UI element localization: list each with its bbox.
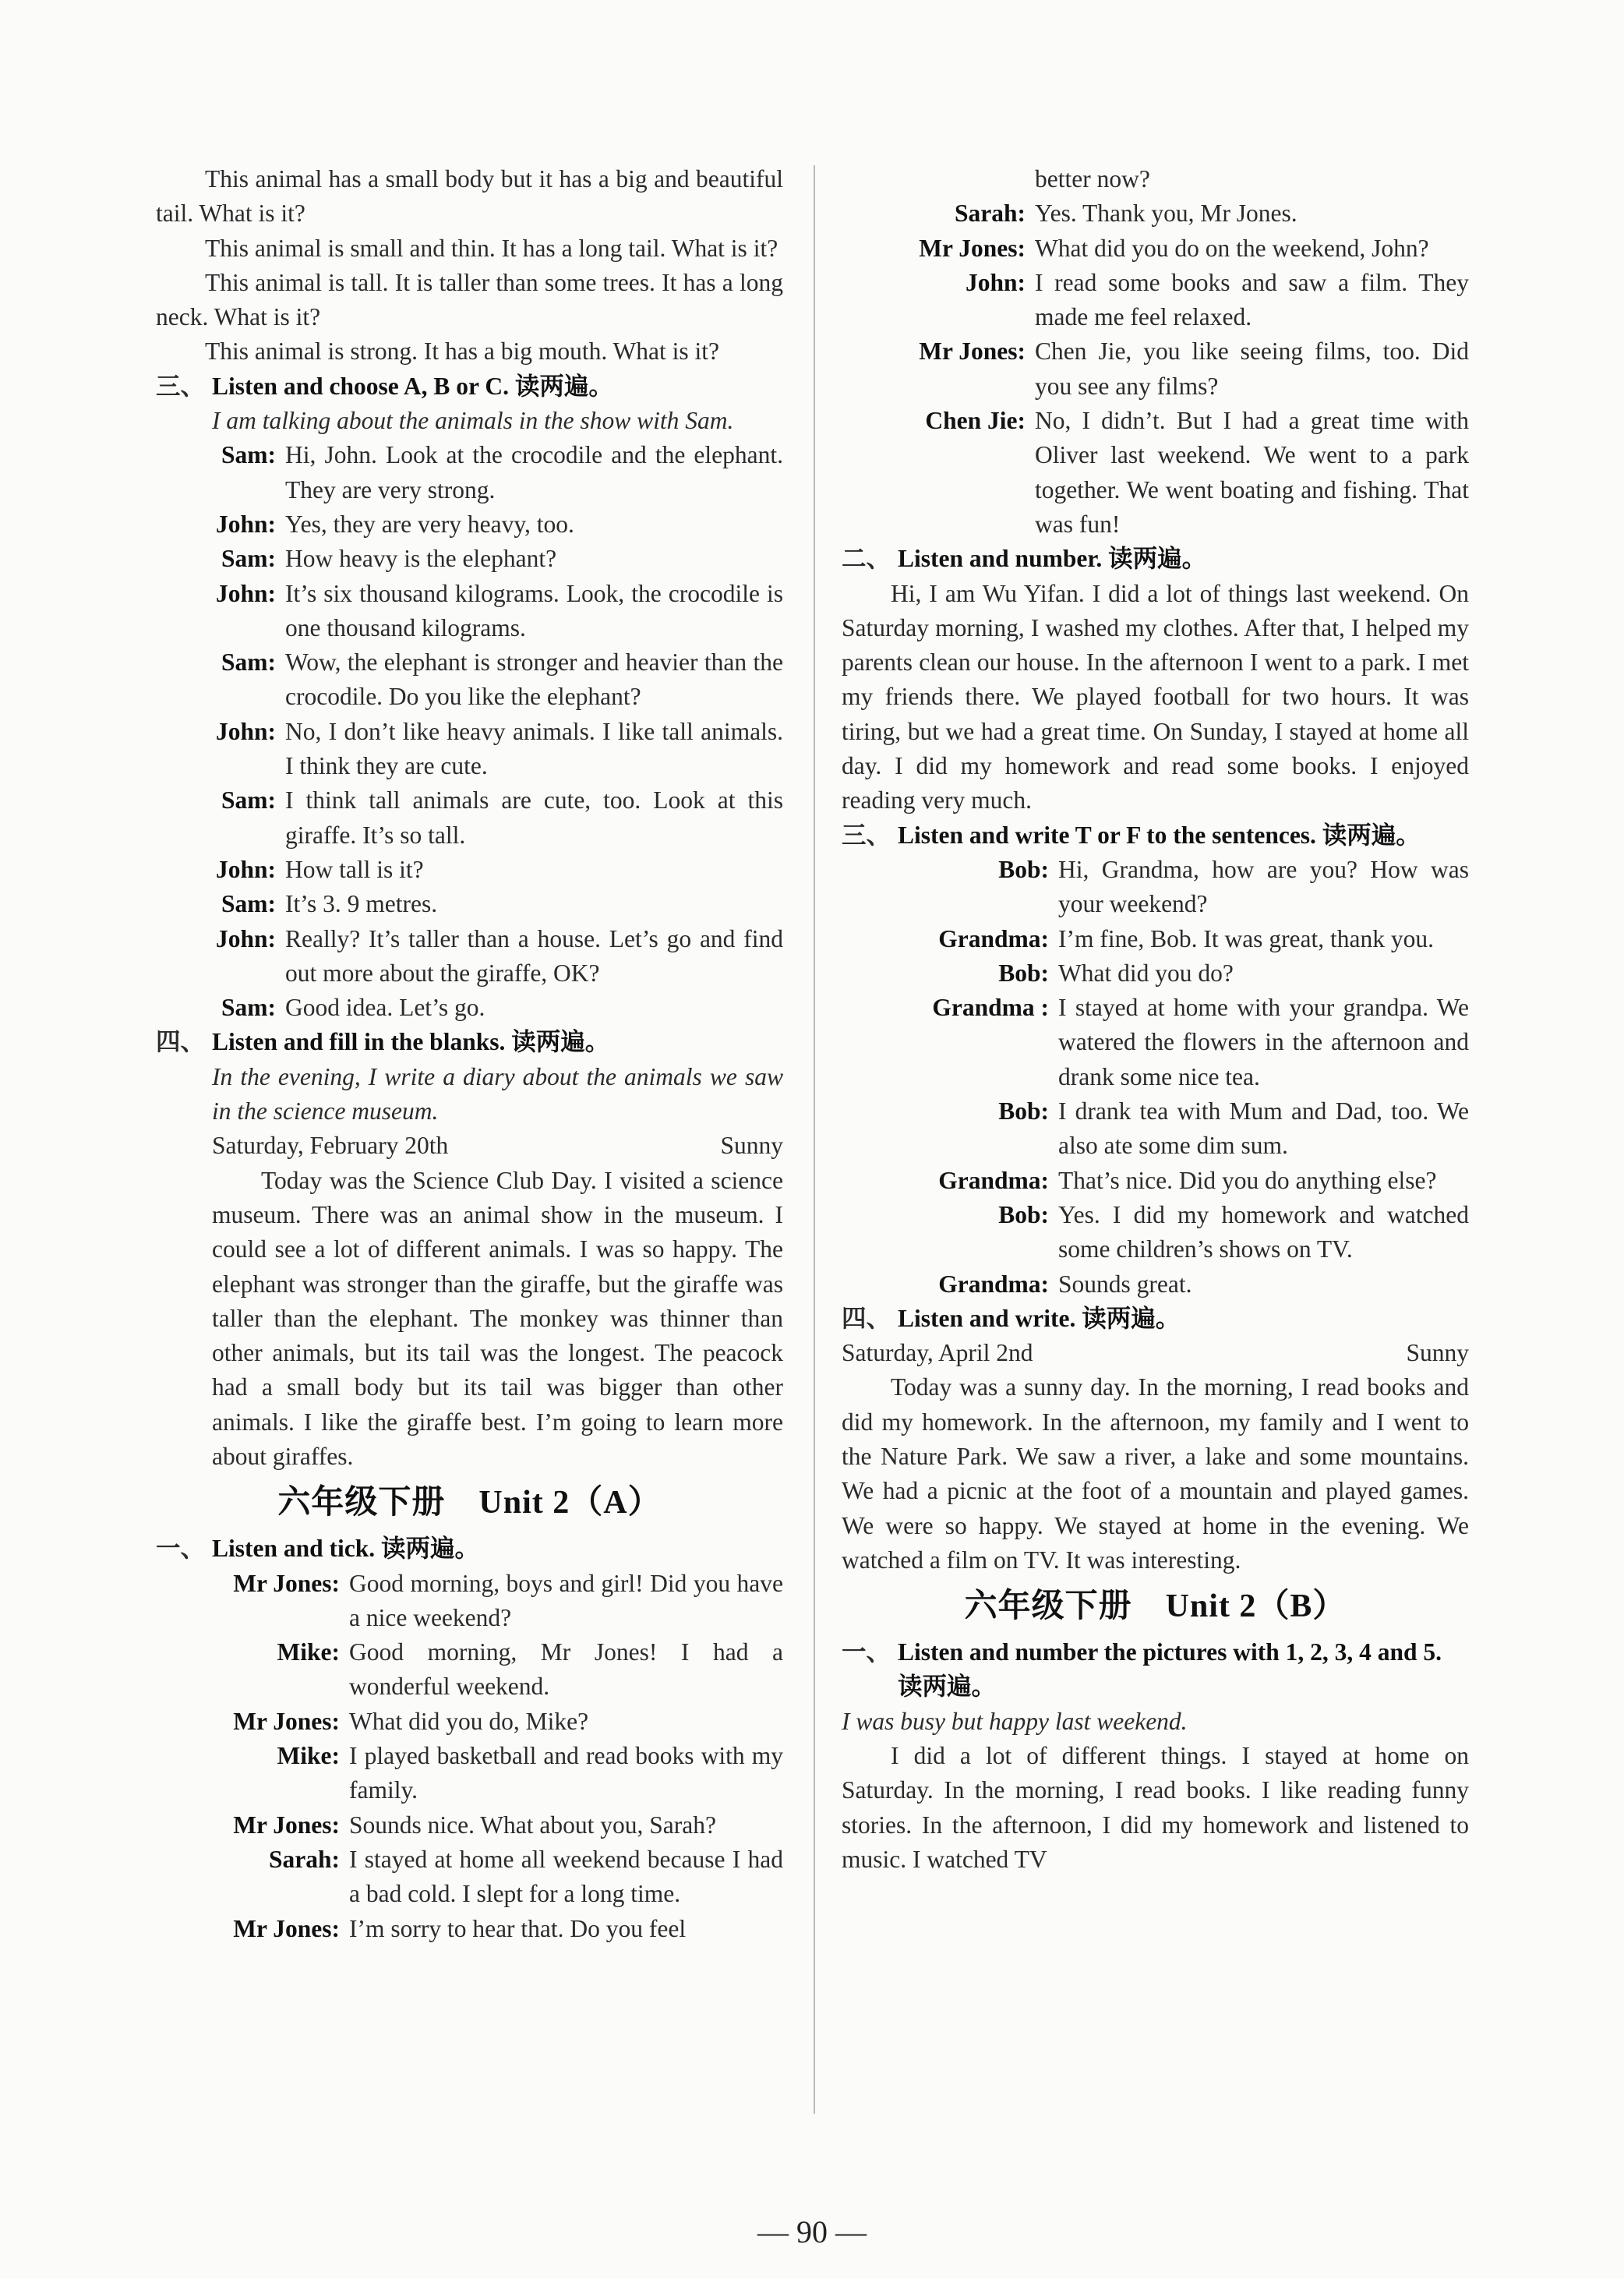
section-heading: 三、 Listen and choose A, B or C. 读两遍。 (156, 372, 613, 400)
speaker-label: Bob: (998, 959, 1049, 987)
dialog-line (842, 1198, 1469, 1267)
dialog-line (842, 991, 1469, 1094)
left-column (156, 162, 783, 1946)
section-heading: 四、 Listen and fill in the blanks. 读两遍。 (156, 1028, 610, 1056)
dialog-text: I stayed at home all weekend because I had a bad cold. I slept for a long time. (349, 1845, 783, 1908)
speaker-label: Mike: (277, 1638, 340, 1666)
diary-weather: Sunny (1406, 1339, 1469, 1367)
dialog-text: I’m sorry to hear that. Do you feel (349, 1914, 687, 1942)
dialog-text: I read some books and saw a film. They made me feel relaxed. (1035, 268, 1469, 331)
unit-title: 六年级下册 Unit 2（B） (964, 1588, 1347, 1625)
dialog-text: It’s six thousand kilograms. Look, the crocodile is one thousand kilograms. (285, 579, 783, 641)
dialog-text: better now? (1035, 165, 1150, 193)
dialog-text: Yes, they are very heavy, too. (285, 510, 574, 538)
dialog-line (156, 438, 783, 507)
section-heading: 三、 Listen and write T or F to the sentences. 读两遍。 (842, 821, 1421, 849)
dialog-text: I think tall animals are cute, too. Look at this giraffe. It’s so tall. (285, 786, 783, 849)
passage: Hi, I am Wu Yifan. I did a lot of things last weekend. On Saturday morning, I washed my clothes. After that, I helped my parents clean our house. In the afternoon I went to a park. I met my friends there. We played football for two hours. It was tiring, but we had a great time. On Sunday, I stayed at home all day. I did my homework and read some books. I enjoyed reading very much. (842, 579, 1469, 814)
dialog-line (156, 887, 783, 921)
dialog-text: Good morning, Mr Jones! I had a wonderful weekend. (349, 1638, 783, 1701)
speaker-label: Mike: (277, 1742, 340, 1770)
speaker-label: Sam: (221, 786, 276, 814)
diary-weather: Sunny (720, 1132, 783, 1160)
speaker-label: John: (965, 268, 1026, 296)
intro-paragraph: This animal has a small body but it has a big and beautiful tail. What is it? (156, 165, 783, 228)
dialog-line (156, 1635, 783, 1705)
dialog-line (842, 1267, 1469, 1302)
dialog-line (842, 1164, 1469, 1198)
dialog-line (156, 1843, 783, 1912)
speaker-label: Grandma : (932, 994, 1049, 1022)
section-intro: In the evening, I write a diary about the animals we saw in the science museum. (212, 1062, 783, 1125)
speaker-label: Mr Jones: (233, 1569, 340, 1597)
dialog-text: That’s nice. Did you do anything else? (1058, 1166, 1437, 1194)
diary-date: Saturday, April 2nd (842, 1339, 1033, 1367)
dialog-line (842, 196, 1469, 231)
speaker-label: Sarah: (268, 1845, 340, 1873)
dialog-text: How tall is it? (285, 855, 424, 883)
dialog-line (156, 715, 783, 784)
page-number: — 90 — (757, 2214, 867, 2249)
speaker-label: Sarah: (954, 200, 1026, 228)
dialog-line (156, 991, 783, 1025)
dialog-text: Hi, John. Look at the crocodile and the elephant. They are very strong. (285, 441, 783, 504)
dialog (156, 438, 783, 1025)
speaker-label: John: (215, 510, 276, 538)
speaker-label: John: (215, 855, 276, 883)
intro-paragraph: This animal is small and thin. It has a long tail. What is it? (205, 234, 778, 262)
dialog-line (842, 231, 1469, 266)
dialog-line (156, 577, 783, 646)
dialog-line (842, 404, 1469, 542)
dialog-text: What did you do? (1058, 959, 1234, 987)
dialog-text: Sounds nice. What about you, Sarah? (349, 1811, 716, 1839)
dialog-text: I played basketball and read books with my family. (349, 1742, 783, 1804)
unit-title: 六年级下册 Unit 2（A） (277, 1485, 662, 1521)
intro-paragraph: This animal is tall. It is taller than some trees. It has a long neck. What is it? (156, 268, 783, 331)
dialog-text: I’m fine, Bob. It was great, thank you. (1058, 924, 1435, 952)
dialog-line (156, 507, 783, 542)
speaker-label: Sam: (221, 648, 276, 677)
section-heading: 一、 Listen and tick. 读两遍。 (156, 1535, 480, 1563)
dialog-text: No, I didn’t. But I had a great time with Oliver last weekend. We went to a park together. We went boating and fishing. That was fun! (1035, 407, 1469, 538)
dialog-text: Chen Jie, you like seeing films, too. Did you see any films? (1035, 337, 1469, 400)
dialog-text: Yes. I did my homework and watched some children’s shows on TV. (1058, 1200, 1469, 1263)
diary-body: Today was a sunny day. In the morning, I read books and did my homework. In the afternoon, my family and I went to the Nature Park. We saw a river, a lake and some mountains. We had a picnic at the foot of a mountain and played games. We were so happy. We stayed at home in the evening. We watched a film on TV. It was interesting. (842, 1373, 1469, 1574)
intro-paragraph: This animal is strong. It has a big mouth. What is it? (205, 337, 719, 366)
speaker-label: Mr Jones: (233, 1914, 340, 1942)
section-heading: 二、 Listen and number. 读两遍。 (842, 545, 1207, 573)
dialog-text: What did you do on the weekend, John? (1035, 234, 1429, 262)
dialog-line (842, 956, 1469, 991)
dialog-text: Yes. Thank you, Mr Jones. (1035, 200, 1297, 228)
dialog-text: Hi, Grandma, how are you? How was your weekend? (1058, 855, 1469, 918)
dialog (842, 853, 1469, 1302)
dialog-line (156, 853, 783, 887)
section-intro: I am talking about the animals in the show with Sam. (212, 407, 734, 435)
diary-dateline (842, 1336, 1469, 1370)
dialog-text: Sounds great. (1058, 1270, 1192, 1298)
diary-body: Today was the Science Club Day. I visited a science museum. There was an animal show in the museum. I could see a lot of different animals. I was so happy. The elephant was stronger than the giraffe, but the giraffe was taller than the elephant. The monkey was thinner than other animals, but its tail was the longest. The peacock had a small body but its tail was bigger than other animals. I like the giraffe best. I’m going to learn more about giraffes. (212, 1166, 783, 1470)
speaker-label: Bob: (998, 855, 1049, 883)
dialog-line (156, 1567, 783, 1636)
dialog-line (842, 266, 1469, 335)
section-heading: 一、 Listen and number the pictures with 1, 2, 3, 4 and 5. 读两遍。 (842, 1638, 1442, 1701)
speaker-label: Grandma: (938, 1270, 1049, 1298)
speaker-label (842, 162, 1035, 196)
speaker-label: Mr Jones: (233, 1811, 340, 1839)
speaker-label: Grandma: (938, 1166, 1049, 1194)
speaker-label: Bob: (998, 1200, 1049, 1228)
speaker-label: Bob: (998, 1097, 1049, 1125)
dialog-text: Good morning, boys and girl! Did you have a nice weekend? (349, 1569, 783, 1631)
dialog-text: I stayed at home with your grandpa. We watered the flowers in the afternoon and drank some nice tea. (1058, 994, 1469, 1090)
speaker-label: Sam: (221, 994, 276, 1022)
speaker-label: Sam: (221, 890, 276, 918)
dialog-text: Good idea. Let’s go. (285, 994, 485, 1022)
speaker-label: Grandma: (938, 924, 1049, 952)
dialog-text: What did you do, Mike? (349, 1707, 589, 1735)
dialog-text: It’s 3. 9 metres. (285, 890, 438, 918)
dialog-text: Wow, the elephant is stronger and heavier than the crocodile. Do you like the elephant? (285, 648, 783, 711)
diary-date: Saturday, February 20th (212, 1132, 449, 1160)
speaker-label: John: (215, 924, 276, 952)
speaker-label: Mr Jones: (919, 337, 1026, 366)
dialog-line (842, 334, 1469, 404)
dialog-line (156, 783, 783, 853)
dialog-line (156, 1808, 783, 1843)
speaker-label: John: (215, 717, 276, 745)
dialog-line (156, 542, 783, 576)
column-divider (814, 165, 815, 2114)
dialog-line (842, 922, 1469, 956)
dialog-text: How heavy is the elephant? (285, 545, 557, 573)
speaker-label: John: (215, 579, 276, 607)
dialog (156, 1567, 783, 1946)
section-heading: 四、 Listen and write. 读两遍。 (842, 1304, 1181, 1332)
dialog-line (842, 1094, 1469, 1164)
speaker-label: Mr Jones: (919, 234, 1026, 262)
speaker-label: Chen Jie: (925, 407, 1026, 435)
dialog (842, 162, 1469, 542)
dialog-line (156, 1739, 783, 1808)
dialog-line (156, 1912, 783, 1946)
speaker-label: Sam: (221, 545, 276, 573)
section-intro: I was busy but happy last weekend. (842, 1707, 1188, 1735)
dialog-line (156, 1705, 783, 1739)
dialog-text: No, I don’t like heavy animals. I like tall animals. I think they are cute. (285, 717, 783, 780)
diary-dateline (156, 1129, 783, 1163)
dialog-line (156, 922, 783, 991)
dialog-text: I drank tea with Mum and Dad, too. We also ate some dim sum. (1058, 1097, 1469, 1160)
dialog-line (156, 645, 783, 715)
passage: I did a lot of different things. I stayed at home on Saturday. In the morning, I read books. I like reading funny stories. In the afternoon, I did my homework and listened to music. I watched TV (842, 1742, 1469, 1873)
speaker-label: Sam: (221, 441, 276, 469)
dialog-line (842, 853, 1469, 922)
dialog-line (842, 162, 1469, 196)
speaker-label: Mr Jones: (233, 1707, 340, 1735)
dialog-text: Really? It’s taller than a house. Let’s go and find out more about the giraffe, OK? (285, 924, 783, 987)
right-column (842, 162, 1469, 1877)
